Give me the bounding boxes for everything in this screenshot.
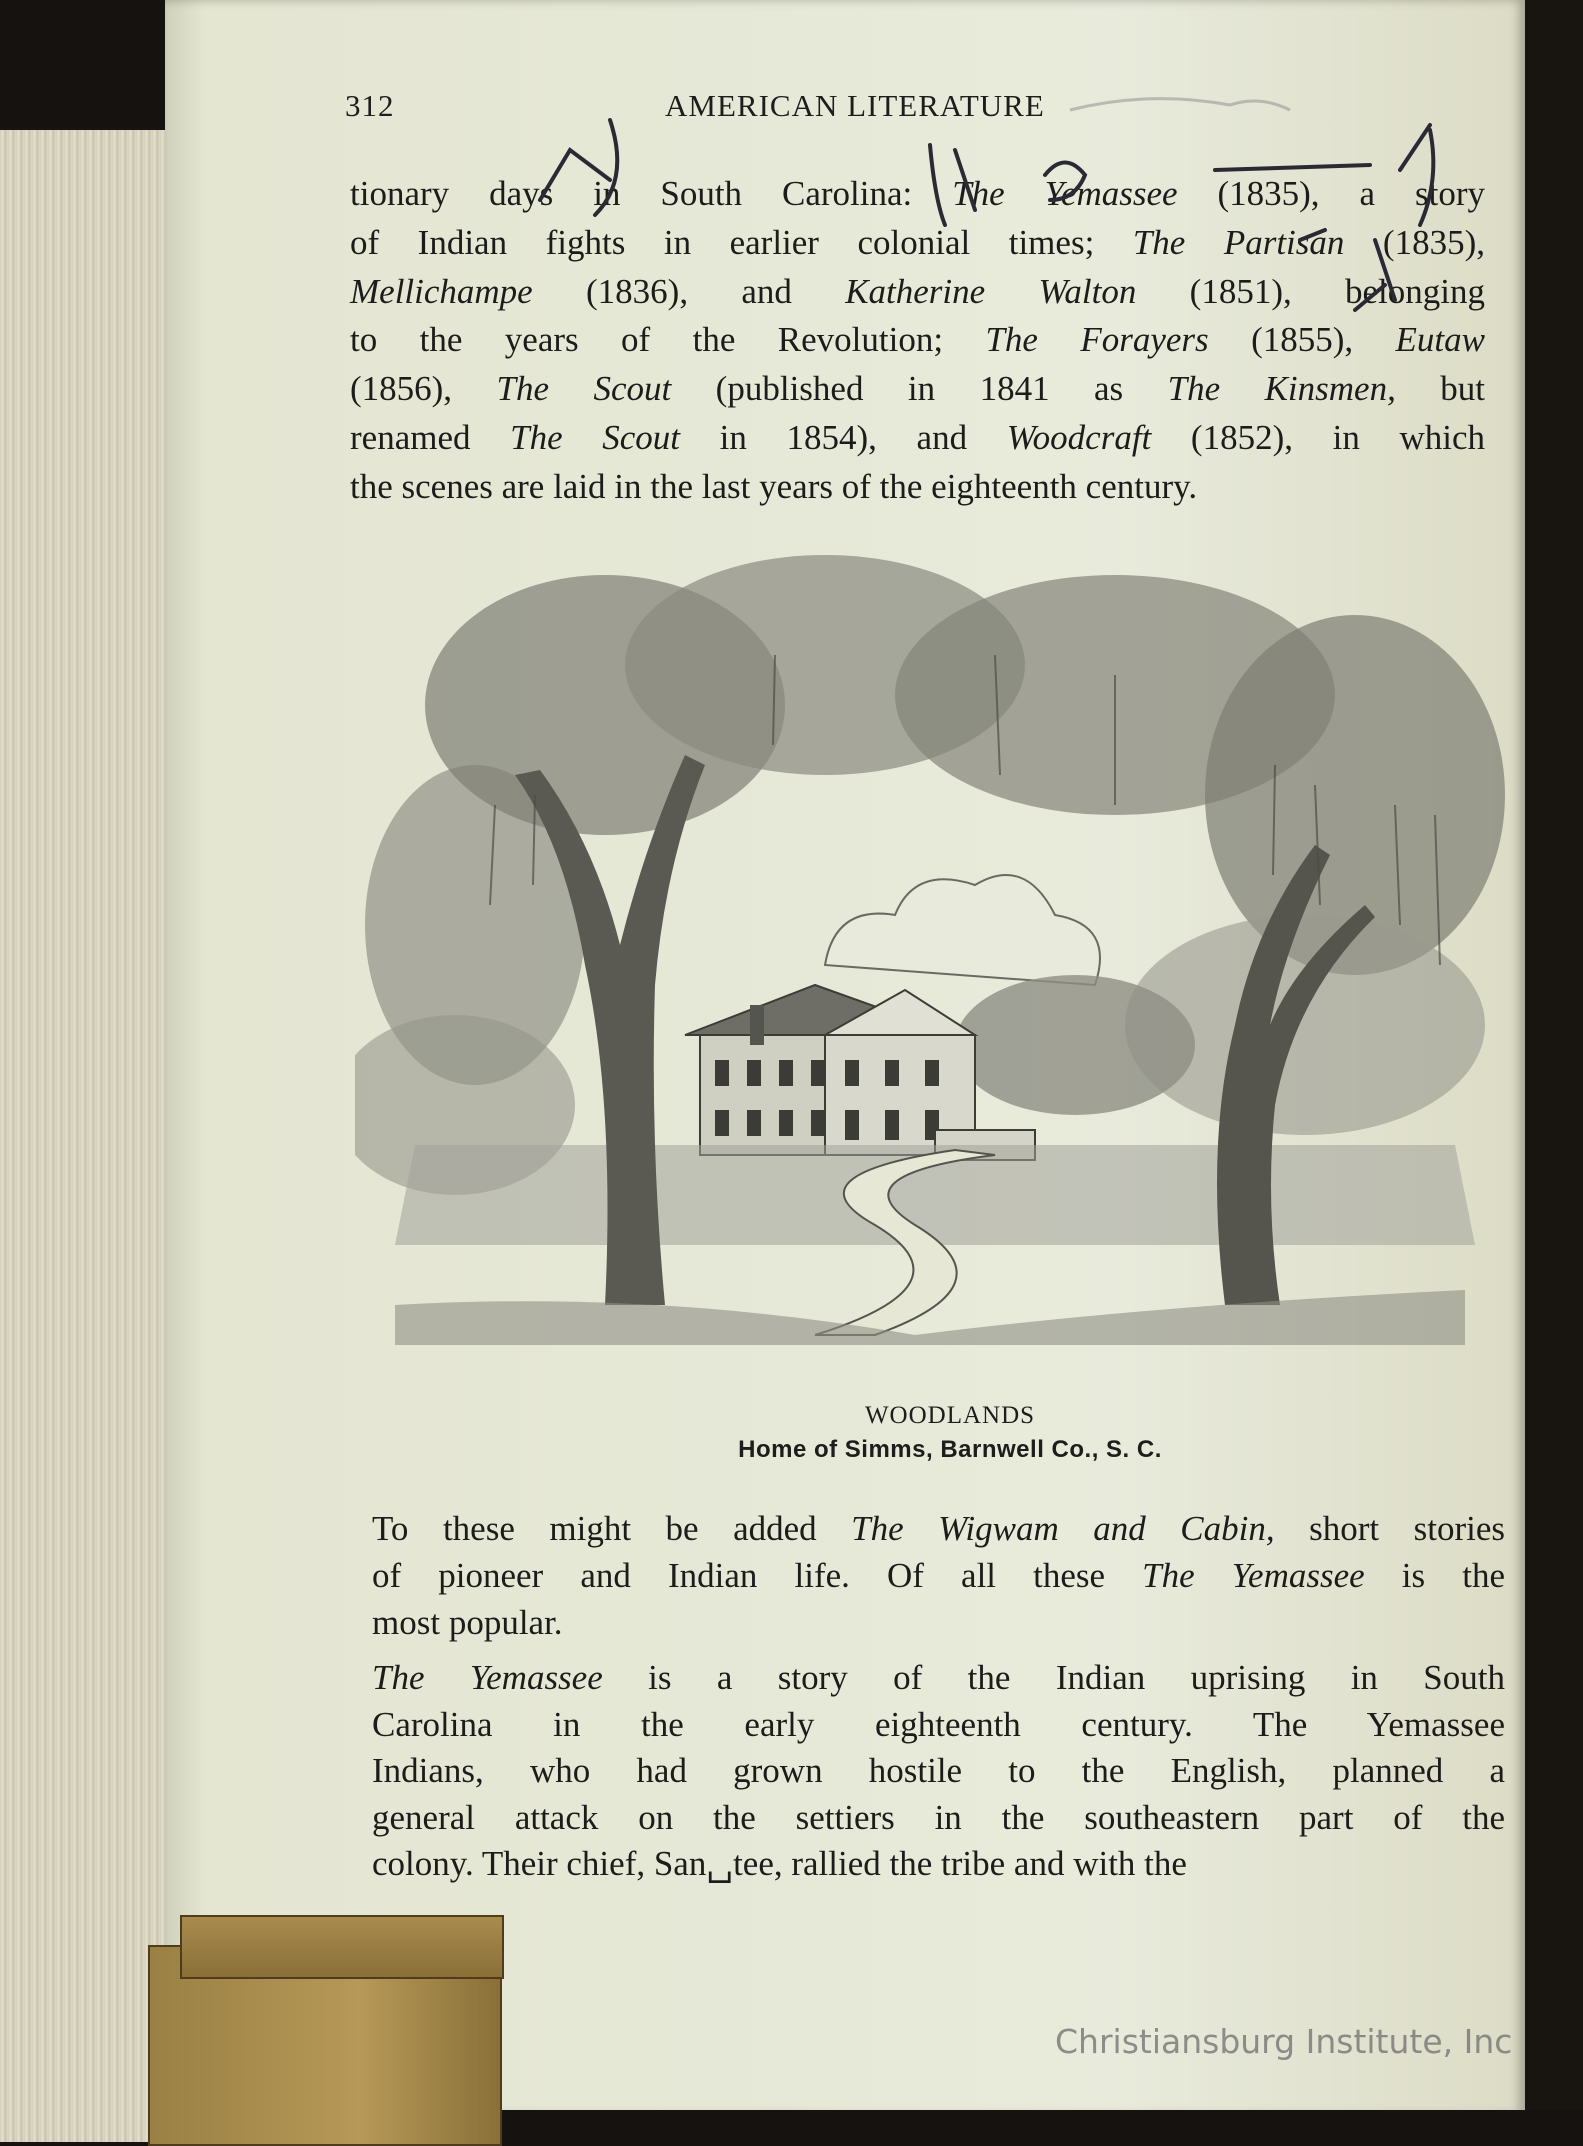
woodlands-illustration bbox=[355, 545, 1505, 1375]
text-line bbox=[372, 1795, 1505, 1842]
text-line bbox=[372, 1505, 1505, 1552]
caption-title: WOODLANDS bbox=[864, 1402, 1036, 1429]
text-segment: most popular. bbox=[372, 1603, 563, 1642]
text-line bbox=[350, 414, 1485, 463]
text-line bbox=[350, 219, 1485, 268]
engraving-house-among-trees bbox=[355, 555, 1505, 1345]
caption-subtitle: Home of Simms, Barnwell Co., S. C. bbox=[738, 1436, 1162, 1463]
book-title: The Scout bbox=[496, 369, 672, 409]
text-segment: (1856), bbox=[350, 369, 497, 409]
background-corner bbox=[0, 0, 175, 130]
text-segment: the scenes are laid in the last years of the eighteenth century. bbox=[350, 466, 1198, 506]
text-line bbox=[372, 1748, 1505, 1795]
text-segment: short stories bbox=[1274, 1509, 1505, 1548]
page-header bbox=[340, 88, 1490, 128]
text-line bbox=[372, 1655, 1505, 1702]
book-title: The Forayers bbox=[985, 320, 1209, 360]
text-line bbox=[350, 365, 1485, 414]
text-segment: colony. Their chief, San␣tee, rallied the tribe and with the bbox=[372, 1844, 1187, 1883]
book-title: The Yemassee bbox=[372, 1658, 603, 1697]
text-segment: of pioneer and Indian life. Of all these bbox=[372, 1556, 1143, 1595]
book-title: The Yemassee bbox=[952, 174, 1178, 213]
text-segment: but bbox=[1395, 369, 1486, 409]
paragraph-3 bbox=[372, 1655, 1505, 1888]
text-line bbox=[372, 1702, 1505, 1749]
book-title: Mellichampe bbox=[350, 271, 533, 311]
text-segment: tionary days in South Carolina: bbox=[350, 174, 953, 213]
text-segment: to the years of the Revolution; bbox=[350, 320, 986, 360]
text-segment: of Indian fights in earlier colonial times; bbox=[350, 222, 1133, 262]
text-line bbox=[350, 170, 1485, 219]
text-segment: (1852), in which bbox=[1151, 417, 1486, 457]
text-segment: renamed bbox=[350, 417, 511, 457]
text-segment: To these might be added bbox=[372, 1509, 852, 1548]
text-segment: Carolina in the early eighteenth century. The Yemassee bbox=[372, 1704, 1505, 1744]
paragraph-2 bbox=[372, 1505, 1505, 1646]
text-line bbox=[350, 463, 1485, 512]
paragraph-1 bbox=[350, 170, 1485, 512]
text-segment: (1835), a story bbox=[1177, 174, 1485, 213]
book-title: Katherine Walton bbox=[845, 271, 1137, 311]
page-number: 312 bbox=[345, 88, 395, 123]
text-line bbox=[350, 316, 1485, 365]
illustration-caption bbox=[600, 1402, 1300, 1464]
book-title: The Partisan bbox=[1132, 222, 1345, 262]
text-segment: is a story of the Indian uprising in South bbox=[602, 1658, 1505, 1697]
text-segment: general attack on the settiers in the southeastern part of the bbox=[372, 1797, 1505, 1837]
gold-book-block-top bbox=[180, 1915, 504, 1979]
text-line bbox=[372, 1599, 1505, 1646]
text-line bbox=[350, 268, 1485, 317]
background-right-edge bbox=[1525, 0, 1583, 2142]
book-title: The Wigwam and Cabin, bbox=[851, 1509, 1275, 1548]
text-segment: (published in 1841 as bbox=[671, 369, 1168, 409]
text-segment: Indians, who had grown hostile to the English, planned a bbox=[372, 1751, 1505, 1790]
text-segment: (1835), bbox=[1344, 222, 1485, 262]
watermark: Christiansburg Institute, Inc bbox=[1055, 2022, 1513, 2061]
text-line bbox=[372, 1552, 1505, 1599]
text-segment: is the bbox=[1364, 1556, 1505, 1595]
running-title: AMERICAN LITERATURE bbox=[665, 88, 1045, 123]
book-title: The Kinsmen, bbox=[1167, 369, 1396, 409]
text-segment: (1855), bbox=[1208, 320, 1396, 360]
book-title: Woodcraft bbox=[1006, 417, 1152, 457]
text-segment: (1836), and bbox=[532, 271, 846, 311]
text-line bbox=[372, 1841, 1505, 1888]
book-title: The Scout bbox=[510, 417, 681, 457]
text-segment: in 1854), and bbox=[680, 417, 1007, 457]
book-title: The Yemassee bbox=[1142, 1556, 1365, 1595]
book-title: Eutaw bbox=[1395, 320, 1485, 360]
text-segment: (1851), belonging bbox=[1136, 271, 1486, 311]
